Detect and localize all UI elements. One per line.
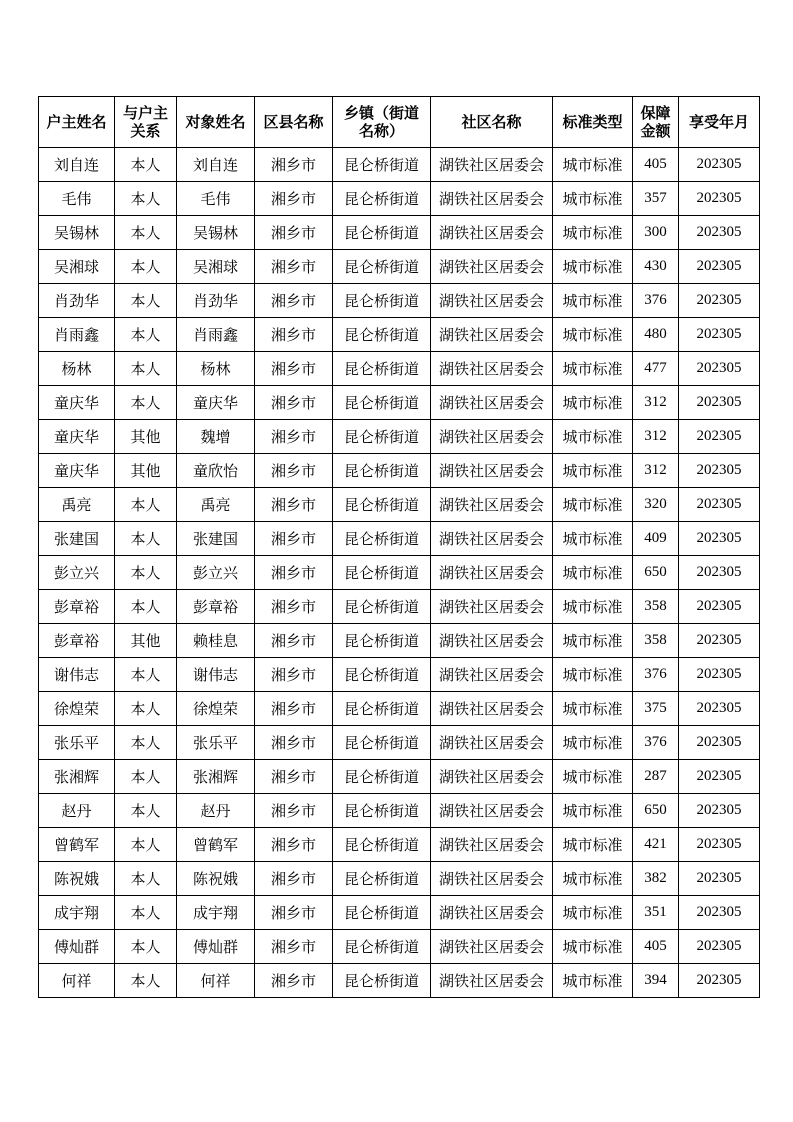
cell-month: 202305: [679, 828, 760, 862]
table-row: [39, 692, 760, 726]
cell-subject-name: 张湘辉: [177, 760, 255, 794]
cell-standard-type: 城市标准: [553, 896, 633, 930]
cell-county: 湘乡市: [255, 930, 333, 964]
cell-subject-name: 谢伟志: [177, 658, 255, 692]
cell-town: 昆仑桥街道: [333, 964, 431, 998]
cell-relation: 本人: [115, 386, 177, 420]
cell-standard-type: 城市标准: [553, 250, 633, 284]
cell-town: 昆仑桥街道: [333, 692, 431, 726]
cell-head-name: 童庆华: [39, 454, 115, 488]
cell-subject-name: 彭立兴: [177, 556, 255, 590]
cell-amount: 358: [633, 624, 679, 658]
cell-relation: 本人: [115, 556, 177, 590]
cell-town: 昆仑桥街道: [333, 250, 431, 284]
cell-head-name: 何祥: [39, 964, 115, 998]
cell-month: 202305: [679, 658, 760, 692]
cell-town: 昆仑桥街道: [333, 522, 431, 556]
header-standard-type: 标准类型: [553, 97, 633, 148]
cell-relation: 本人: [115, 318, 177, 352]
cell-standard-type: 城市标准: [553, 930, 633, 964]
cell-standard-type: 城市标准: [553, 794, 633, 828]
cell-relation: 本人: [115, 828, 177, 862]
table-header-row: [39, 97, 760, 148]
cell-community: 湖铁社区居委会: [431, 284, 553, 318]
cell-town: 昆仑桥街道: [333, 352, 431, 386]
cell-county: 湘乡市: [255, 352, 333, 386]
header-month: 享受年月: [679, 97, 760, 148]
table-row: [39, 726, 760, 760]
table-row: [39, 828, 760, 862]
cell-town: 昆仑桥街道: [333, 862, 431, 896]
cell-community: 湖铁社区居委会: [431, 828, 553, 862]
cell-subject-name: 何祥: [177, 964, 255, 998]
cell-month: 202305: [679, 624, 760, 658]
cell-month: 202305: [679, 420, 760, 454]
cell-subject-name: 赵丹: [177, 794, 255, 828]
cell-county: 湘乡市: [255, 250, 333, 284]
cell-month: 202305: [679, 522, 760, 556]
cell-town: 昆仑桥街道: [333, 556, 431, 590]
cell-amount: 405: [633, 930, 679, 964]
cell-amount: 376: [633, 658, 679, 692]
cell-subject-name: 吴湘球: [177, 250, 255, 284]
cell-month: 202305: [679, 590, 760, 624]
cell-standard-type: 城市标准: [553, 454, 633, 488]
cell-community: 湖铁社区居委会: [431, 624, 553, 658]
cell-head-name: 刘自连: [39, 148, 115, 182]
cell-community: 湖铁社区居委会: [431, 964, 553, 998]
cell-county: 湘乡市: [255, 862, 333, 896]
cell-head-name: 毛伟: [39, 182, 115, 216]
cell-month: 202305: [679, 454, 760, 488]
cell-relation: 本人: [115, 182, 177, 216]
cell-community: 湖铁社区居委会: [431, 726, 553, 760]
cell-relation: 其他: [115, 624, 177, 658]
cell-town: 昆仑桥街道: [333, 420, 431, 454]
table-row: [39, 590, 760, 624]
cell-relation: 本人: [115, 964, 177, 998]
header-subject-name: 对象姓名: [177, 97, 255, 148]
cell-subject-name: 童庆华: [177, 386, 255, 420]
assistance-table: [38, 96, 760, 998]
cell-county: 湘乡市: [255, 556, 333, 590]
header-county: 区县名称: [255, 97, 333, 148]
cell-amount: 376: [633, 726, 679, 760]
cell-head-name: 徐煌荣: [39, 692, 115, 726]
cell-community: 湖铁社区居委会: [431, 896, 553, 930]
cell-head-name: 肖雨鑫: [39, 318, 115, 352]
cell-head-name: 陈祝娥: [39, 862, 115, 896]
cell-standard-type: 城市标准: [553, 658, 633, 692]
cell-subject-name: 杨林: [177, 352, 255, 386]
cell-subject-name: 魏增: [177, 420, 255, 454]
table-row: [39, 318, 760, 352]
cell-subject-name: 陈祝娥: [177, 862, 255, 896]
cell-head-name: 吴锡林: [39, 216, 115, 250]
cell-standard-type: 城市标准: [553, 216, 633, 250]
cell-county: 湘乡市: [255, 828, 333, 862]
table-row: [39, 420, 760, 454]
cell-head-name: 傅灿群: [39, 930, 115, 964]
cell-county: 湘乡市: [255, 216, 333, 250]
cell-subject-name: 曾鹤军: [177, 828, 255, 862]
cell-amount: 650: [633, 556, 679, 590]
cell-county: 湘乡市: [255, 590, 333, 624]
cell-head-name: 曾鹤军: [39, 828, 115, 862]
cell-standard-type: 城市标准: [553, 420, 633, 454]
cell-standard-type: 城市标准: [553, 318, 633, 352]
cell-standard-type: 城市标准: [553, 182, 633, 216]
cell-relation: 本人: [115, 148, 177, 182]
cell-community: 湖铁社区居委会: [431, 658, 553, 692]
cell-relation: 其他: [115, 454, 177, 488]
cell-subject-name: 赖桂息: [177, 624, 255, 658]
cell-head-name: 赵丹: [39, 794, 115, 828]
cell-town: 昆仑桥街道: [333, 386, 431, 420]
cell-relation: 本人: [115, 488, 177, 522]
cell-month: 202305: [679, 760, 760, 794]
cell-county: 湘乡市: [255, 284, 333, 318]
cell-standard-type: 城市标准: [553, 386, 633, 420]
cell-head-name: 禹亮: [39, 488, 115, 522]
table-row: [39, 794, 760, 828]
cell-town: 昆仑桥街道: [333, 930, 431, 964]
table-row: [39, 284, 760, 318]
cell-amount: 312: [633, 420, 679, 454]
cell-community: 湖铁社区居委会: [431, 250, 553, 284]
cell-month: 202305: [679, 216, 760, 250]
cell-standard-type: 城市标准: [553, 828, 633, 862]
cell-relation: 本人: [115, 250, 177, 284]
cell-month: 202305: [679, 352, 760, 386]
cell-month: 202305: [679, 182, 760, 216]
cell-amount: 300: [633, 216, 679, 250]
cell-community: 湖铁社区居委会: [431, 556, 553, 590]
cell-amount: 477: [633, 352, 679, 386]
cell-head-name: 谢伟志: [39, 658, 115, 692]
cell-community: 湖铁社区居委会: [431, 760, 553, 794]
cell-amount: 375: [633, 692, 679, 726]
cell-head-name: 吴湘球: [39, 250, 115, 284]
cell-town: 昆仑桥街道: [333, 454, 431, 488]
cell-subject-name: 童欣怡: [177, 454, 255, 488]
table-row: [39, 658, 760, 692]
cell-subject-name: 毛伟: [177, 182, 255, 216]
header-relation: 与户主 关系: [115, 97, 177, 148]
document-page: [38, 96, 759, 998]
cell-amount: 480: [633, 318, 679, 352]
cell-relation: 本人: [115, 862, 177, 896]
cell-month: 202305: [679, 692, 760, 726]
cell-standard-type: 城市标准: [553, 352, 633, 386]
cell-subject-name: 吴锡林: [177, 216, 255, 250]
table-body: [39, 148, 760, 998]
cell-standard-type: 城市标准: [553, 760, 633, 794]
cell-town: 昆仑桥街道: [333, 896, 431, 930]
cell-county: 湘乡市: [255, 420, 333, 454]
cell-standard-type: 城市标准: [553, 148, 633, 182]
cell-month: 202305: [679, 726, 760, 760]
cell-county: 湘乡市: [255, 658, 333, 692]
cell-relation: 本人: [115, 760, 177, 794]
cell-town: 昆仑桥街道: [333, 624, 431, 658]
header-head-name: 户主姓名: [39, 97, 115, 148]
cell-relation: 本人: [115, 930, 177, 964]
cell-county: 湘乡市: [255, 318, 333, 352]
cell-head-name: 张湘辉: [39, 760, 115, 794]
table-row: [39, 352, 760, 386]
cell-county: 湘乡市: [255, 454, 333, 488]
cell-county: 湘乡市: [255, 760, 333, 794]
cell-county: 湘乡市: [255, 386, 333, 420]
cell-head-name: 童庆华: [39, 420, 115, 454]
cell-community: 湖铁社区居委会: [431, 692, 553, 726]
cell-standard-type: 城市标准: [553, 522, 633, 556]
cell-subject-name: 肖劲华: [177, 284, 255, 318]
cell-community: 湖铁社区居委会: [431, 420, 553, 454]
cell-relation: 其他: [115, 420, 177, 454]
cell-head-name: 彭章裕: [39, 624, 115, 658]
cell-county: 湘乡市: [255, 182, 333, 216]
cell-month: 202305: [679, 250, 760, 284]
cell-community: 湖铁社区居委会: [431, 182, 553, 216]
cell-standard-type: 城市标准: [553, 692, 633, 726]
cell-amount: 650: [633, 794, 679, 828]
cell-amount: 382: [633, 862, 679, 896]
cell-month: 202305: [679, 930, 760, 964]
cell-amount: 358: [633, 590, 679, 624]
cell-head-name: 肖劲华: [39, 284, 115, 318]
cell-standard-type: 城市标准: [553, 862, 633, 896]
header-community: 社区名称: [431, 97, 553, 148]
cell-amount: 430: [633, 250, 679, 284]
cell-relation: 本人: [115, 522, 177, 556]
cell-town: 昆仑桥街道: [333, 216, 431, 250]
cell-community: 湖铁社区居委会: [431, 216, 553, 250]
cell-community: 湖铁社区居委会: [431, 454, 553, 488]
cell-month: 202305: [679, 488, 760, 522]
table-row: [39, 624, 760, 658]
cell-amount: 409: [633, 522, 679, 556]
header-amount: 保障 金额: [633, 97, 679, 148]
cell-standard-type: 城市标准: [553, 964, 633, 998]
cell-town: 昆仑桥街道: [333, 726, 431, 760]
cell-amount: 320: [633, 488, 679, 522]
cell-town: 昆仑桥街道: [333, 794, 431, 828]
table-row: [39, 760, 760, 794]
cell-county: 湘乡市: [255, 148, 333, 182]
cell-amount: 351: [633, 896, 679, 930]
cell-standard-type: 城市标准: [553, 624, 633, 658]
cell-town: 昆仑桥街道: [333, 488, 431, 522]
cell-month: 202305: [679, 556, 760, 590]
cell-community: 湖铁社区居委会: [431, 794, 553, 828]
cell-month: 202305: [679, 318, 760, 352]
table-row: [39, 522, 760, 556]
cell-head-name: 彭章裕: [39, 590, 115, 624]
cell-subject-name: 张乐平: [177, 726, 255, 760]
cell-community: 湖铁社区居委会: [431, 352, 553, 386]
table-row: [39, 488, 760, 522]
cell-amount: 357: [633, 182, 679, 216]
cell-month: 202305: [679, 862, 760, 896]
cell-amount: 376: [633, 284, 679, 318]
cell-community: 湖铁社区居委会: [431, 488, 553, 522]
table-row: [39, 216, 760, 250]
cell-relation: 本人: [115, 284, 177, 318]
cell-community: 湖铁社区居委会: [431, 148, 553, 182]
cell-community: 湖铁社区居委会: [431, 386, 553, 420]
cell-relation: 本人: [115, 692, 177, 726]
cell-amount: 405: [633, 148, 679, 182]
cell-town: 昆仑桥街道: [333, 148, 431, 182]
cell-head-name: 成宇翔: [39, 896, 115, 930]
cell-relation: 本人: [115, 352, 177, 386]
table-row: [39, 862, 760, 896]
cell-month: 202305: [679, 386, 760, 420]
cell-relation: 本人: [115, 658, 177, 692]
cell-subject-name: 肖雨鑫: [177, 318, 255, 352]
header-town: 乡镇（街道 名称）: [333, 97, 431, 148]
cell-relation: 本人: [115, 590, 177, 624]
cell-county: 湘乡市: [255, 692, 333, 726]
table-row: [39, 964, 760, 998]
table-row: [39, 250, 760, 284]
cell-relation: 本人: [115, 794, 177, 828]
cell-head-name: 杨林: [39, 352, 115, 386]
cell-standard-type: 城市标准: [553, 284, 633, 318]
cell-county: 湘乡市: [255, 964, 333, 998]
cell-county: 湘乡市: [255, 624, 333, 658]
cell-town: 昆仑桥街道: [333, 828, 431, 862]
cell-amount: 287: [633, 760, 679, 794]
cell-community: 湖铁社区居委会: [431, 318, 553, 352]
cell-county: 湘乡市: [255, 896, 333, 930]
cell-standard-type: 城市标准: [553, 590, 633, 624]
cell-month: 202305: [679, 284, 760, 318]
cell-relation: 本人: [115, 896, 177, 930]
cell-subject-name: 禹亮: [177, 488, 255, 522]
cell-subject-name: 徐煌荣: [177, 692, 255, 726]
table-row: [39, 556, 760, 590]
table-row: [39, 386, 760, 420]
cell-town: 昆仑桥街道: [333, 760, 431, 794]
cell-community: 湖铁社区居委会: [431, 522, 553, 556]
cell-town: 昆仑桥街道: [333, 284, 431, 318]
cell-subject-name: 傅灿群: [177, 930, 255, 964]
cell-head-name: 彭立兴: [39, 556, 115, 590]
cell-month: 202305: [679, 896, 760, 930]
cell-standard-type: 城市标准: [553, 726, 633, 760]
table-row: [39, 896, 760, 930]
cell-amount: 312: [633, 454, 679, 488]
cell-head-name: 童庆华: [39, 386, 115, 420]
table-row: [39, 148, 760, 182]
cell-community: 湖铁社区居委会: [431, 862, 553, 896]
cell-town: 昆仑桥街道: [333, 318, 431, 352]
cell-community: 湖铁社区居委会: [431, 930, 553, 964]
cell-county: 湘乡市: [255, 522, 333, 556]
cell-subject-name: 彭章裕: [177, 590, 255, 624]
cell-month: 202305: [679, 148, 760, 182]
cell-month: 202305: [679, 794, 760, 828]
table-row: [39, 182, 760, 216]
cell-amount: 421: [633, 828, 679, 862]
cell-county: 湘乡市: [255, 726, 333, 760]
cell-subject-name: 刘自连: [177, 148, 255, 182]
cell-standard-type: 城市标准: [553, 556, 633, 590]
cell-county: 湘乡市: [255, 794, 333, 828]
table-row: [39, 454, 760, 488]
cell-head-name: 张乐平: [39, 726, 115, 760]
cell-subject-name: 张建国: [177, 522, 255, 556]
cell-town: 昆仑桥街道: [333, 590, 431, 624]
table-row: [39, 930, 760, 964]
cell-relation: 本人: [115, 726, 177, 760]
cell-amount: 312: [633, 386, 679, 420]
cell-relation: 本人: [115, 216, 177, 250]
cell-head-name: 张建国: [39, 522, 115, 556]
cell-standard-type: 城市标准: [553, 488, 633, 522]
cell-month: 202305: [679, 964, 760, 998]
cell-town: 昆仑桥街道: [333, 182, 431, 216]
cell-town: 昆仑桥街道: [333, 658, 431, 692]
cell-subject-name: 成宇翔: [177, 896, 255, 930]
cell-amount: 394: [633, 964, 679, 998]
cell-community: 湖铁社区居委会: [431, 590, 553, 624]
cell-county: 湘乡市: [255, 488, 333, 522]
